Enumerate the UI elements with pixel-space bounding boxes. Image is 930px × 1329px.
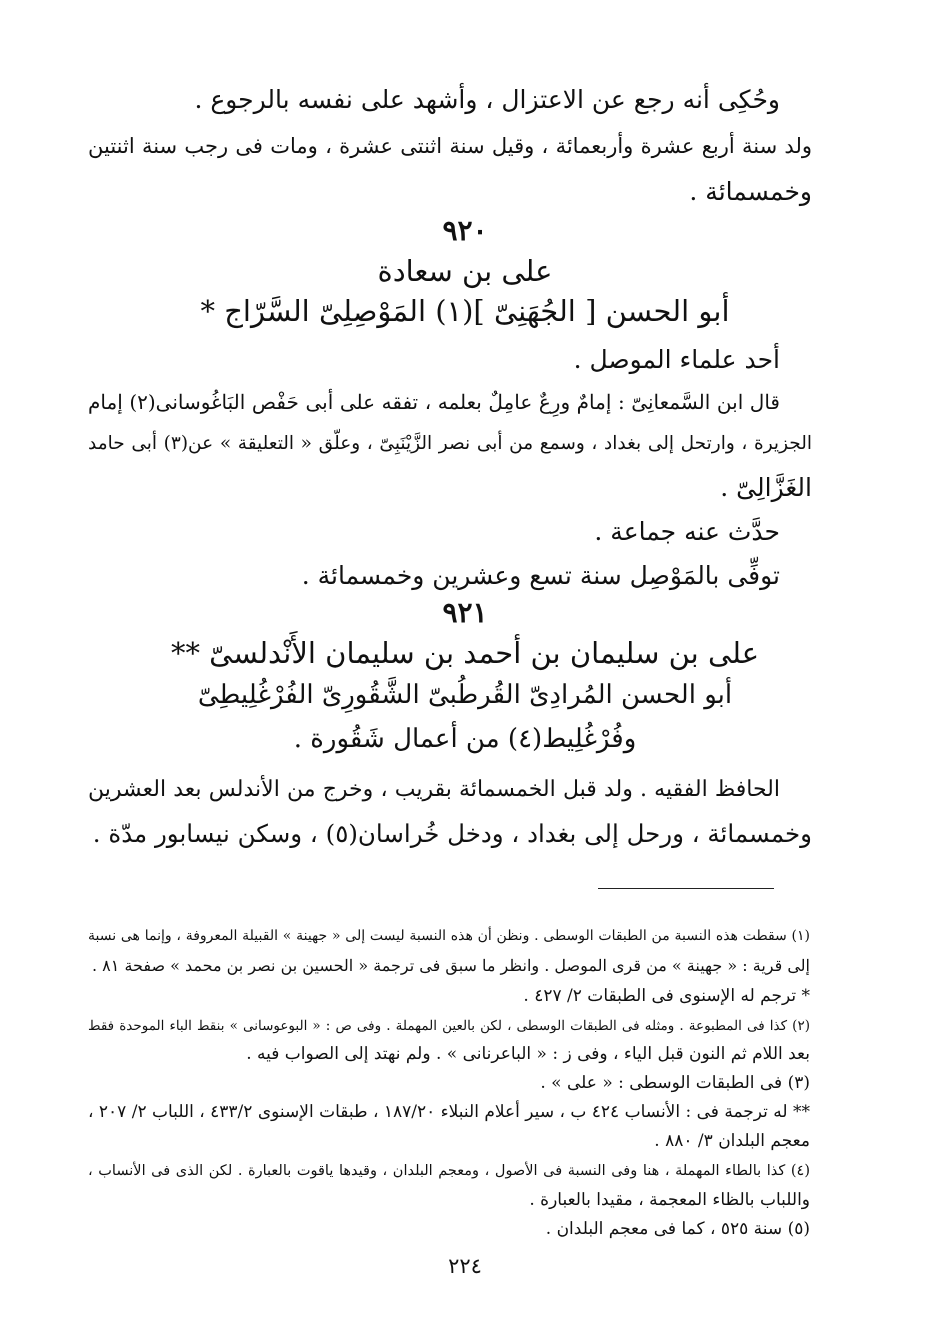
entry-921-name: على بن سليمان بن أحمد بن سليمان الأَنْدلسىّ **: [170, 636, 760, 670]
footnote-3: (٣) فى الطبقات الوسطى : « على » .: [540, 1073, 810, 1093]
entry-920-paragraph-3: حدَّث عنه جماعة .: [594, 517, 780, 546]
footnote-1-line-1: (١) سقطت هذه النسبة من الطبقات الوسطى . ونظن أن هذه النسبة ليست إلى « جهينة » القبيلة المعروفة ، وإنما هى نسبة: [88, 928, 810, 944]
footnote-1-line-2: إلى قرية : « جهينة » من قرى الموصل . وانظر ما سبق فى ترجمة « الحسين بن نصر بن محمد » صفحة ٨١ .: [92, 956, 810, 975]
entry-920-paragraph-2-line-2: الجزيرة ، وارتحل إلى بغداد ، وسمع من أبى نصر الزَّيْنَبِىّ ، وعلّق « التعليقة » عن(٣) أبى حامد: [88, 433, 812, 454]
footnote-4-line-1: (٤) كذا بالطاء المهملة ، هنا وفى النسبة فى الأصول ، ومعجم البلدان ، وقيدها ياقوت بالعبارة . لكن الذى فى الأنساب ،: [88, 1163, 810, 1179]
footnote-star: * ترجم له الإسنوى فى الطبقات ٢/ ٤٢٧ .: [523, 986, 810, 1006]
body-line-2: ولد سنة أربع عشرة وأربعمائة ، وقيل سنة اثنتى عشرة ، ومات فى رجب سنة اثنتين: [88, 134, 812, 158]
footnote-4-line-2: واللباب بالظاء المعجمة ، مقيدا بالعبارة .: [529, 1190, 810, 1210]
footnote-separator: [598, 888, 774, 889]
entry-920-name: على بن سعادة: [377, 254, 553, 288]
footnote-2-line-1: (٢) كذا فى المطبوعة . ومثله فى الطبقات الوسطى ، لكن بالعين المهملة . وفى ص : « البوعوسانى » بنقط الباء الموحدة فقط: [88, 1018, 810, 1034]
footnote-double-star-line-1: ** له ترجمة فى : الأنساب ٤٢٤ ب ، سير أعلام النبلاء ١٨٧/٢٠ ، طبقات الإسنوى ٤٣٣/٢ ، اللباب ٢/ ٢٠٧ ،: [88, 1102, 811, 1122]
entry-920-kunya: أبو الحسن [ الجُهَنِىّ ](١) المَوْصِلِىّ السَّرّاج *: [200, 294, 730, 328]
entry-920-paragraph-1: أحد علماء الموصل .: [573, 345, 780, 374]
entry-number-920: ٩٢٠: [442, 214, 488, 247]
footnote-2-line-2: بعد اللام ثم النون قبل الياء ، وفى ز : « الباعرنانى » . ولم نهتد إلى الصواب فيه .: [246, 1044, 810, 1064]
entry-920-paragraph-2-line-3: الغَزَّالِىّ .: [720, 473, 812, 502]
entry-920-paragraph-2-line-1: قال ابن السَّمعانِىّ : إمامٌ ورِعٌ عامِلٌ بعلمه ، تفقه على أبى حَفْص البَاغُوسانى(٢) إمام: [88, 390, 780, 414]
entry-920-paragraph-4: توفِّى بالمَوْصِل سنة تسع وعشرين وخمسمائة .: [301, 561, 780, 590]
footnote-5: (٥) سنة ٥٢٥ ، كما فى معجم البلدان .: [545, 1219, 810, 1239]
page-number: ٢٢٤: [448, 1254, 482, 1278]
entry-921-kunya: أبو الحسن المُرادِىّ القُرطُبىّ الشَّقُورِىّ الفُرْغُلِيطِىّ: [197, 680, 733, 710]
body-line-3: وخمسمائة .: [689, 177, 812, 206]
entry-921-place-note: وفُرْغُلِيط(٤) من أعمال شَقُورة .: [293, 724, 637, 754]
entry-number-921: ٩٢١: [442, 596, 488, 629]
entry-921-paragraph-1-line-2: وخمسمائة ، ورحل إلى بغداد ، ودخل خُراسان(٥) ، وسكن نيسابور مدّة .: [92, 819, 812, 848]
body-line-1: وحُكِى أنه رجع عن الاعتزال ، وأشهد على نفسه بالرجوع .: [194, 85, 780, 114]
entry-921-paragraph-1-line-1: الحافظ الفقيه . ولد قبل الخمسمائة بقريب ، وخرج من الأندلس بعد العشرين: [88, 777, 780, 802]
footnote-double-star-line-2: معجم البلدان ٣/ ٨٨٠ .: [654, 1131, 810, 1151]
